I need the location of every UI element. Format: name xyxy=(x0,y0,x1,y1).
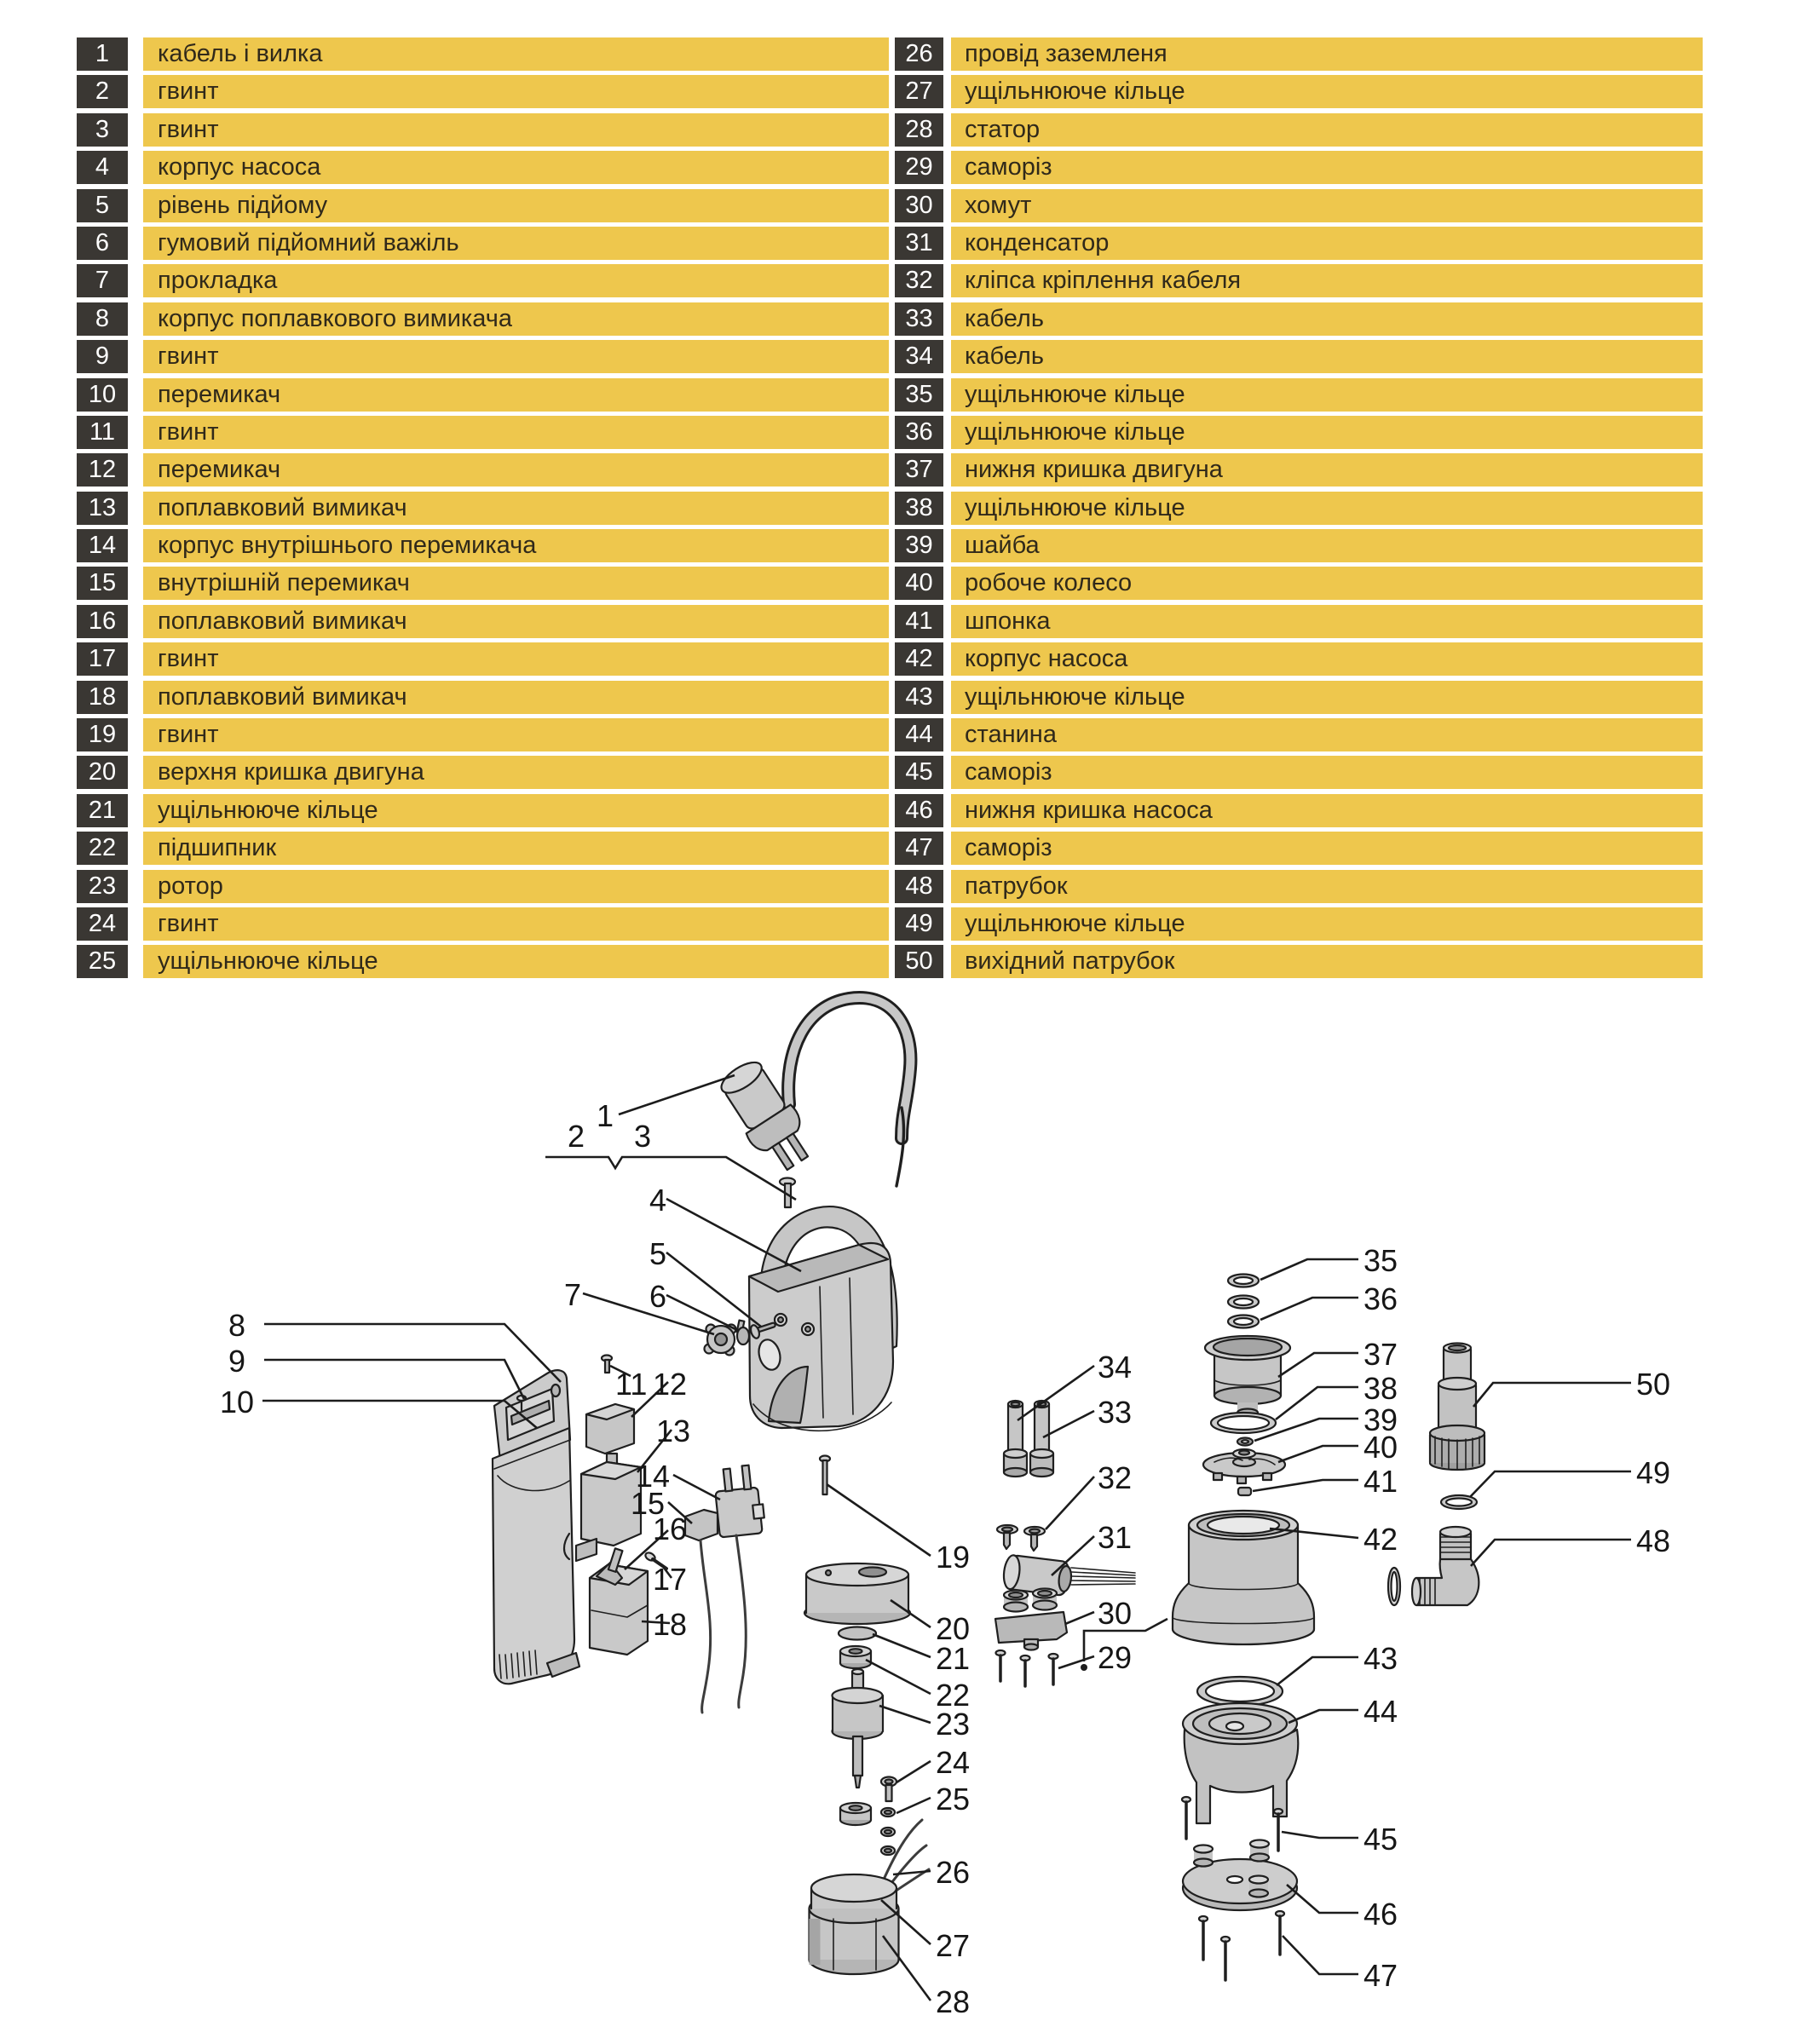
leader-line-23 xyxy=(879,1706,931,1723)
leader-line-35 xyxy=(1260,1259,1358,1280)
part-number-badge: 20 xyxy=(77,756,128,789)
callout-number: 40 xyxy=(1363,1430,1398,1465)
part-number-badge: 30 xyxy=(895,189,943,222)
table-row xyxy=(895,681,1703,714)
table-row xyxy=(77,75,889,108)
part-number-badge: 48 xyxy=(895,870,943,903)
parts-table xyxy=(0,37,1703,978)
part-name: кліпса кріплення кабеля xyxy=(951,264,1703,297)
callout-number: 14 xyxy=(636,1459,671,1494)
table-row xyxy=(895,340,1703,373)
part-number-badge: 17 xyxy=(77,642,128,676)
part-name: саморіз xyxy=(951,832,1703,865)
table-row xyxy=(77,567,889,600)
callout-number: 44 xyxy=(1363,1694,1398,1729)
table-row xyxy=(895,642,1703,676)
table-row xyxy=(895,718,1703,751)
part-number-badge: 29 xyxy=(895,151,943,184)
part-name: ущільнююче кільце xyxy=(951,907,1703,941)
part-name: станина xyxy=(951,718,1703,751)
part-number-badge: 4 xyxy=(77,151,128,184)
part-name: поплавковий вимикач xyxy=(143,605,889,638)
table-row xyxy=(895,416,1703,449)
callout-number: 7 xyxy=(564,1277,582,1312)
part-name: саморіз xyxy=(951,756,1703,789)
part-number-badge: 16 xyxy=(77,605,128,638)
part-name: гвинт xyxy=(143,642,889,676)
parts-table-column-1 xyxy=(77,37,889,978)
table-row xyxy=(895,529,1703,562)
part-name: кабель xyxy=(951,302,1703,336)
leader-line-47 xyxy=(1283,1936,1358,1974)
callout-number: 8 xyxy=(228,1308,246,1343)
part-number-badge: 33 xyxy=(895,302,943,336)
callout-number: 45 xyxy=(1363,1822,1398,1857)
callout-number: 28 xyxy=(936,1984,971,2019)
part-number-badge: 18 xyxy=(77,681,128,714)
callout-number: 43 xyxy=(1363,1641,1398,1676)
part-name: нижня кришка двигуна xyxy=(951,453,1703,487)
part-name: гвинт xyxy=(143,718,889,751)
callout-number: 26 xyxy=(936,1855,971,1890)
part-name: саморіз xyxy=(951,151,1703,184)
part-number-badge: 35 xyxy=(895,378,943,412)
callout-number: 21 xyxy=(936,1641,971,1676)
callout-number: 38 xyxy=(1363,1371,1398,1406)
part-number-badge: 28 xyxy=(895,113,943,147)
table-row xyxy=(77,151,889,184)
table-row xyxy=(895,605,1703,638)
part-name: ущільнююче кільце xyxy=(951,416,1703,449)
table-row xyxy=(77,227,889,260)
leader-line-5 xyxy=(666,1252,761,1327)
part-number-badge: 50 xyxy=(895,945,943,978)
leader-line-14 xyxy=(673,1475,720,1500)
part-name: верхня кришка двигуна xyxy=(143,756,889,789)
float-switch-housing-part xyxy=(493,1370,579,1684)
callout-number: 46 xyxy=(1363,1897,1398,1932)
part-name: гвинт xyxy=(143,907,889,941)
leader-line-24 xyxy=(896,1761,931,1782)
part-number-badge: 37 xyxy=(895,453,943,487)
leader-line-8 xyxy=(264,1324,561,1382)
callout-number: 30 xyxy=(1098,1596,1133,1631)
callout-number: 41 xyxy=(1363,1464,1398,1499)
part-number-badge: 43 xyxy=(895,681,943,714)
table-row xyxy=(895,113,1703,147)
callout-number: 20 xyxy=(936,1611,971,1646)
leader-line-7 xyxy=(583,1293,714,1334)
part-name: гвинт xyxy=(143,113,889,147)
callout-number: 34 xyxy=(1098,1350,1133,1385)
part-name: гвинт xyxy=(143,340,889,373)
part-name: гвинт xyxy=(143,416,889,449)
callout-number: 12 xyxy=(653,1367,688,1402)
callout-number: 9 xyxy=(228,1344,246,1379)
exploded-diagram xyxy=(0,984,1816,2044)
part-number-badge: 39 xyxy=(895,529,943,562)
leader-line-44 xyxy=(1288,1710,1358,1723)
table-row xyxy=(77,453,889,487)
part-number-badge: 14 xyxy=(77,529,128,562)
leader-line-32 xyxy=(1046,1477,1094,1529)
part-number-badge: 15 xyxy=(77,567,128,600)
part-number-badge: 44 xyxy=(895,718,943,751)
table-row xyxy=(895,870,1703,903)
leader-line-21 xyxy=(873,1634,931,1657)
part-name: корпус внутрішнього перемикача xyxy=(143,529,889,562)
callout-number: 3 xyxy=(634,1119,652,1154)
part-name: хомут xyxy=(951,189,1703,222)
callout-number: 49 xyxy=(1636,1455,1671,1490)
table-row xyxy=(77,718,889,751)
callout-number: 10 xyxy=(220,1385,255,1419)
part-name: корпус поплавкового вимикача xyxy=(143,302,889,336)
callout-number: 48 xyxy=(1636,1523,1671,1558)
table-row xyxy=(77,302,889,336)
table-row xyxy=(77,681,889,714)
part-name: кабель і вилка xyxy=(143,37,889,71)
leader-line-19 xyxy=(827,1484,931,1556)
part-number-badge: 13 xyxy=(77,492,128,525)
part-name: перемикач xyxy=(143,378,889,412)
callout-number: 42 xyxy=(1363,1522,1398,1557)
callout-number: 4 xyxy=(649,1183,667,1218)
part-number-badge: 49 xyxy=(895,907,943,941)
callout-number: 36 xyxy=(1363,1281,1398,1316)
callout-number: 6 xyxy=(649,1279,667,1314)
callout-number: 18 xyxy=(653,1607,688,1642)
table-row xyxy=(77,189,889,222)
table-row xyxy=(895,567,1703,600)
table-row xyxy=(895,945,1703,978)
table-row xyxy=(77,756,889,789)
part-number-badge: 22 xyxy=(77,832,128,865)
part-number-badge: 24 xyxy=(77,907,128,941)
leader-line-37 xyxy=(1278,1353,1358,1377)
part-name: патрубок xyxy=(951,870,1703,903)
table-row xyxy=(895,37,1703,71)
part-name: ущільнююче кільце xyxy=(951,492,1703,525)
part-number-badge: 1 xyxy=(77,37,128,71)
callout-number: 32 xyxy=(1098,1460,1133,1495)
part-number-badge: 34 xyxy=(895,340,943,373)
part-name: провід заземленя xyxy=(951,37,1703,71)
leader-line-22 xyxy=(866,1660,931,1694)
part-name: ущільнююче кільце xyxy=(951,75,1703,108)
leader-line-30 xyxy=(1065,1612,1094,1624)
callout-number: 5 xyxy=(649,1236,667,1271)
leader-line-29 xyxy=(1058,1656,1094,1668)
callout-number: 17 xyxy=(653,1562,688,1597)
table-row xyxy=(77,529,889,562)
table-row xyxy=(895,907,1703,941)
table-row xyxy=(77,870,889,903)
part-name: конденсатор xyxy=(951,227,1703,260)
part-name: корпус насоса xyxy=(951,642,1703,676)
table-row xyxy=(895,302,1703,336)
part-name: робоче колесо xyxy=(951,567,1703,600)
callout-number: 16 xyxy=(653,1511,688,1546)
part-name: кабель xyxy=(951,340,1703,373)
impeller-stack-parts xyxy=(1203,1275,1290,1496)
leader-line-41 xyxy=(1253,1480,1358,1491)
leader-line-43 xyxy=(1277,1657,1358,1685)
bottom-plate-parts xyxy=(1183,1840,1297,1981)
callout-number: 2 xyxy=(568,1119,585,1154)
part-name: статор xyxy=(951,113,1703,147)
table-row xyxy=(77,378,889,412)
callout-number: 25 xyxy=(936,1782,971,1817)
part-number-badge: 12 xyxy=(77,453,128,487)
screw-3-part xyxy=(780,1178,795,1208)
part-name: прокладка xyxy=(143,264,889,297)
part-name: ущільнююче кільце xyxy=(951,681,1703,714)
part-number-badge: 19 xyxy=(77,718,128,751)
pump-body-part xyxy=(749,1206,897,1431)
table-row xyxy=(77,37,889,71)
table-row xyxy=(895,227,1703,260)
part-number-badge: 11 xyxy=(77,416,128,449)
part-number-badge: 7 xyxy=(77,264,128,297)
table-row xyxy=(77,340,889,373)
part-number-badge: 8 xyxy=(77,302,128,336)
leader-line-40 xyxy=(1278,1446,1358,1462)
part-number-badge: 3 xyxy=(77,113,128,147)
callout-number: 33 xyxy=(1098,1395,1133,1430)
table-row xyxy=(77,945,889,978)
part-name: рівень підйому xyxy=(143,189,889,222)
callout-number: 13 xyxy=(656,1414,691,1448)
leader-line-1 xyxy=(619,1075,735,1114)
part-number-badge: 46 xyxy=(895,794,943,827)
part-number-badge: 21 xyxy=(77,794,128,827)
part-number-badge: 27 xyxy=(895,75,943,108)
table-row xyxy=(895,492,1703,525)
bracket-line xyxy=(545,1157,796,1200)
table-row xyxy=(77,492,889,525)
stator-part xyxy=(810,1820,930,1974)
part-name: корпус насоса xyxy=(143,151,889,184)
leader-line-25 xyxy=(896,1798,931,1813)
power-plug-part xyxy=(713,998,911,1186)
table-row xyxy=(895,264,1703,297)
part-number-badge: 25 xyxy=(77,945,128,978)
motor-top-cover-part xyxy=(804,1563,910,1855)
part-name: внутрішній перемикач xyxy=(143,567,889,600)
part-number-badge: 42 xyxy=(895,642,943,676)
part-number-badge: 41 xyxy=(895,605,943,638)
table-row xyxy=(77,605,889,638)
part-number-badge: 2 xyxy=(77,75,128,108)
table-row xyxy=(77,832,889,865)
table-row xyxy=(895,453,1703,487)
part-name: вихідний патрубок xyxy=(951,945,1703,978)
table-row xyxy=(895,189,1703,222)
callout-number: 50 xyxy=(1636,1367,1671,1402)
part-name: перемикач xyxy=(143,453,889,487)
table-row xyxy=(895,151,1703,184)
part-name: підшипник xyxy=(143,832,889,865)
callout-number: 37 xyxy=(1363,1337,1398,1372)
callout-number: 23 xyxy=(936,1707,971,1742)
part-number-badge: 9 xyxy=(77,340,128,373)
part-number-badge: 26 xyxy=(895,37,943,71)
table-row xyxy=(77,113,889,147)
callout-number: 39 xyxy=(1363,1402,1398,1437)
part-name: гумовий підйомний важіль xyxy=(143,227,889,260)
part-name: шпонка xyxy=(951,605,1703,638)
part-number-badge: 40 xyxy=(895,567,943,600)
table-row xyxy=(77,264,889,297)
table-row xyxy=(895,794,1703,827)
table-row xyxy=(895,75,1703,108)
part-number-badge: 23 xyxy=(77,870,128,903)
base-volute-parts xyxy=(1182,1677,1298,1851)
leader-line-36 xyxy=(1260,1298,1358,1320)
table-row xyxy=(895,756,1703,789)
part-number-badge: 45 xyxy=(895,756,943,789)
part-name: ущільнююче кільце xyxy=(951,378,1703,412)
part-number-badge: 10 xyxy=(77,378,128,412)
part-name: нижня кришка насоса xyxy=(951,794,1703,827)
callout-number: 15 xyxy=(631,1486,666,1521)
leader-line-49 xyxy=(1470,1471,1631,1497)
part-name: ущільнююче кільце xyxy=(143,945,889,978)
callout-number: 35 xyxy=(1363,1243,1398,1278)
screw-19-part xyxy=(820,1456,830,1495)
callout-number: 24 xyxy=(936,1745,971,1780)
leader-line-9 xyxy=(264,1360,524,1399)
callout-number: 29 xyxy=(1098,1640,1133,1675)
part-number-badge: 32 xyxy=(895,264,943,297)
part-number-badge: 47 xyxy=(895,832,943,865)
leader-line-34 xyxy=(1018,1366,1094,1420)
table-row xyxy=(77,416,889,449)
leader-line-38 xyxy=(1276,1387,1358,1419)
part-number-badge: 6 xyxy=(77,227,128,260)
outlet-fittings-parts xyxy=(1388,1344,1485,1606)
part-name: шайба xyxy=(951,529,1703,562)
callout-number: 31 xyxy=(1098,1520,1133,1555)
callout-number: 27 xyxy=(936,1928,971,1963)
table-row xyxy=(77,907,889,941)
callout-number: 1 xyxy=(597,1098,614,1133)
callout-number: 22 xyxy=(936,1678,971,1713)
part-name: гвинт xyxy=(143,75,889,108)
leader-line-45 xyxy=(1282,1832,1358,1838)
table-row xyxy=(77,642,889,676)
part-name: ротор xyxy=(143,870,889,903)
leader-line-50 xyxy=(1473,1383,1631,1407)
part-name: поплавковий вимикач xyxy=(143,681,889,714)
leader-line-48 xyxy=(1471,1540,1631,1566)
table-row xyxy=(895,378,1703,412)
table-row xyxy=(77,794,889,827)
anchor-dot xyxy=(1081,1664,1087,1671)
part-number-badge: 36 xyxy=(895,416,943,449)
leader-line-33 xyxy=(1043,1411,1094,1437)
part-name: ущільнююче кільце xyxy=(143,794,889,827)
parts-table-column-2 xyxy=(895,37,1703,978)
callout-number: 47 xyxy=(1363,1958,1398,1993)
part-number-badge: 31 xyxy=(895,227,943,260)
callout-number: 19 xyxy=(936,1540,971,1575)
part-number-badge: 38 xyxy=(895,492,943,525)
callout-number: 11 xyxy=(615,1367,648,1402)
part-number-badge: 5 xyxy=(77,189,128,222)
part-name: поплавковий вимикач xyxy=(143,492,889,525)
table-row xyxy=(895,832,1703,865)
